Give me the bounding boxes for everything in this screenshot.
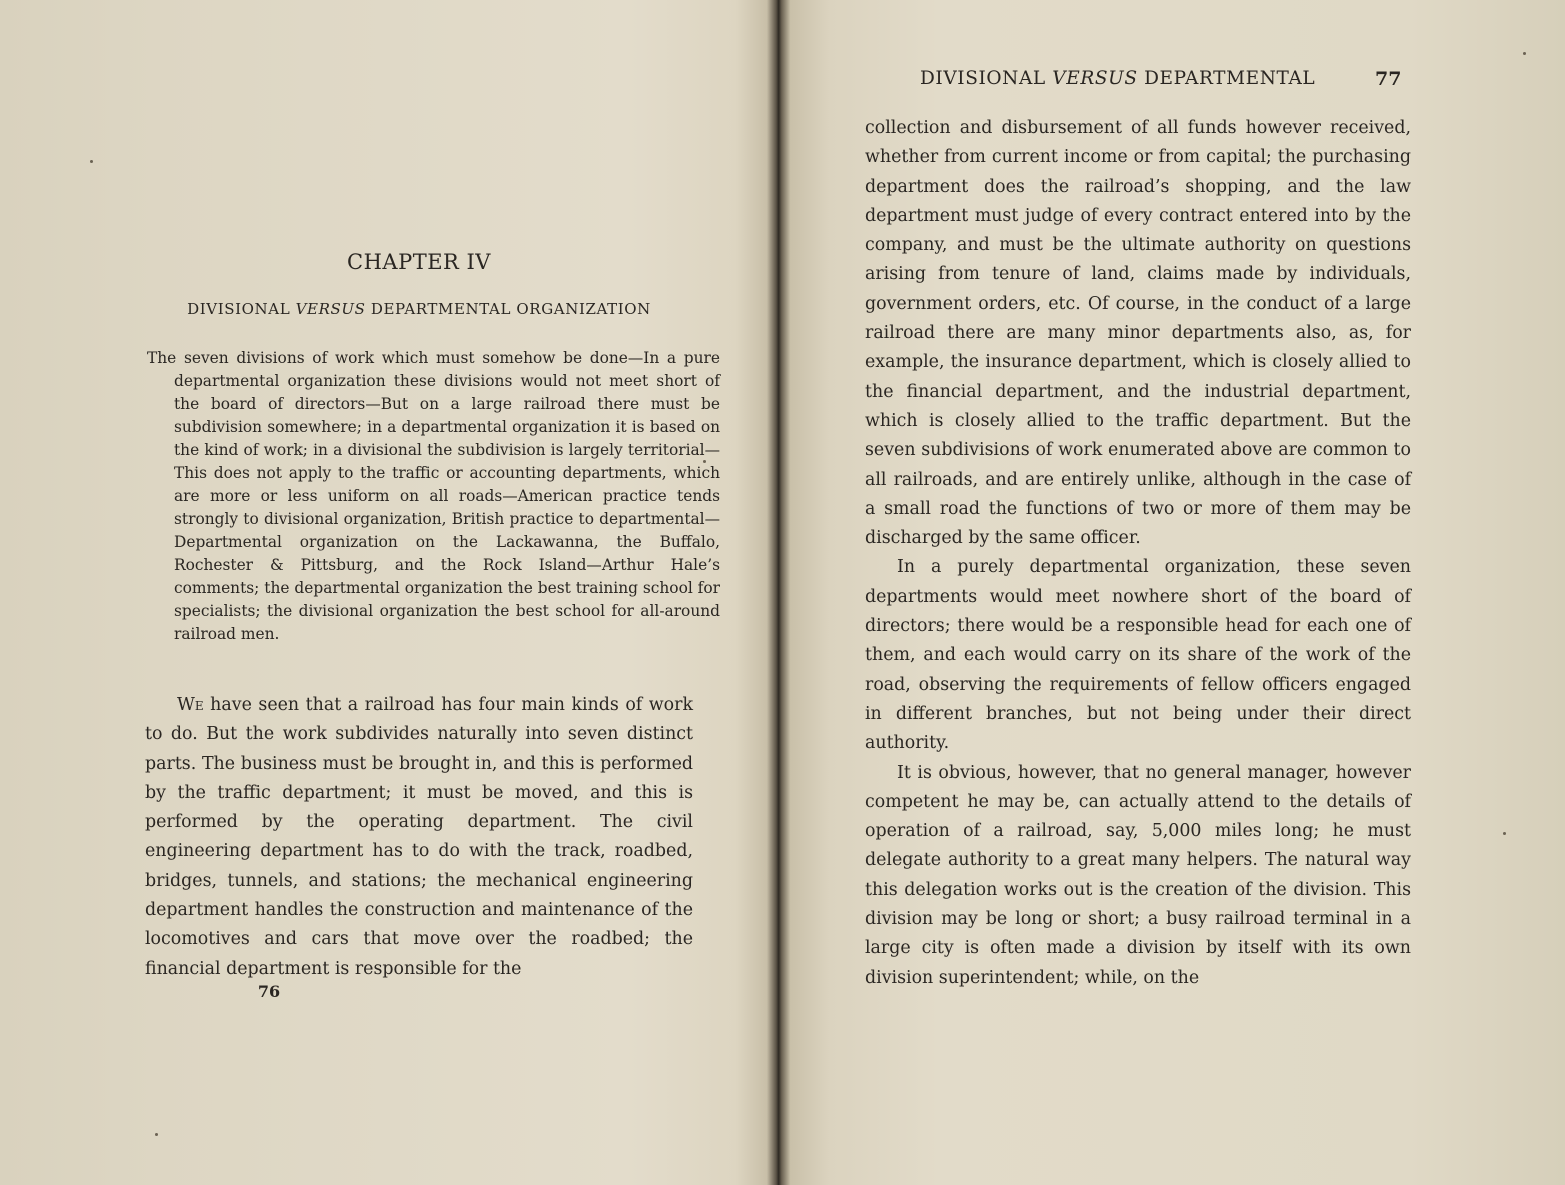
running-head	[920, 68, 1420, 89]
right-page	[785, 0, 1565, 1185]
chapter-title: CHAPTER IV	[347, 250, 491, 274]
paper-speck	[90, 160, 93, 163]
subtitle-italic: VERSUS	[295, 300, 366, 318]
running-head-part2: DEPARTMENTAL	[1137, 68, 1316, 89]
opening-paragraph	[145, 691, 693, 984]
right-body-text	[865, 114, 1411, 993]
paper-speck	[1523, 52, 1526, 55]
subtitle-part1: DIVISIONAL	[187, 300, 296, 318]
page-number: 76	[257, 982, 281, 1001]
running-head-part1: DIVISIONAL	[920, 68, 1053, 89]
running-head-italic: VERSUS	[1052, 68, 1138, 89]
opening-text: have seen that a railroad has four main kinds of work to do. But the work subdivides naturally into seven distinct parts. The business must be brought in, and this is performed by the traffic department; it must be moved, and this is performed by the operating department. The civil engineering department has to do with the track, roadbed, bridges, tunnels, and stations; the mechanical engineering department handles the construction and maintenance of the locomotives and cars that move over the roadbed; the financial department is responsible for the	[145, 695, 693, 979]
page-number: 77	[1375, 68, 1402, 90]
drop-word: We	[177, 695, 204, 715]
paragraph: In a purely departmental organization, these seven departments would meet nowhere short of the board of directors; there would be a responsible head for each one of them, and each would carry on its share of the work of the road, observing the requirements of fellow officers engaged in different branches, but not being under their direct authority.	[865, 557, 1411, 754]
paragraph: collection and disbursement of all funds however received, whether from current income or from capital; the purchasing department does the railroad’s shopping, and the law department must judge of every contract entered into by the company, and must be the ultimate authority on questions arising from tenure of land, claims made by individuals, government orders, etc. Of course, in the conduct of a large railroad there are many minor departments also, as, for example, the insurance department, which is closely allied to the financial department, and the industrial department, which is closely allied to the traffic department. But the seven subdivisions of work enumerated above are common to all railroads, and are entirely unlike, although in the case of a small road the functions of two or more of them may be discharged by the same officer.	[865, 118, 1411, 549]
subtitle-part2: DEPARTMENTAL ORGANIZATION	[365, 300, 651, 318]
chapter-subtitle	[145, 300, 693, 318]
left-page	[0, 0, 770, 1185]
chapter-summary: The seven divisions of work which must somehow be done—In a pure departmental organization these divisions would not meet short of the board of directors—But on a large railroad there must be subdivision somewhere; in a departmental organization it is based on the kind of work; in a divisional the subdivision is largely territorial—This does not apply to the traffic or accounting departments, which are more or less uniform on all roads—American practice tends strongly to divisional organization, British practice to departmental—Departmental organization on the Lackawanna, the Buffalo, Rochester & Pittsburg, and the Rock Island—Arthur Hale’s comments; the departmental organization the best training school for specialists; the divisional organization the best school for all-around railroad men.	[147, 349, 720, 643]
paper-speck	[1503, 832, 1506, 835]
paper-speck	[703, 460, 706, 463]
left-body-text	[145, 691, 693, 984]
paragraph: It is obvious, however, that no general manager, however competent he may be, can actually attend to the details of operation of a railroad, say, 5,000 miles long; he must delegate authority to a great many helpers. The natural way this delegation works out is the creation of the division. This division may be long or short; a busy railroad terminal in a large city is often made a division by itself with its own division superintendent; while, on the	[865, 762, 1411, 988]
paper-speck	[155, 1133, 158, 1136]
